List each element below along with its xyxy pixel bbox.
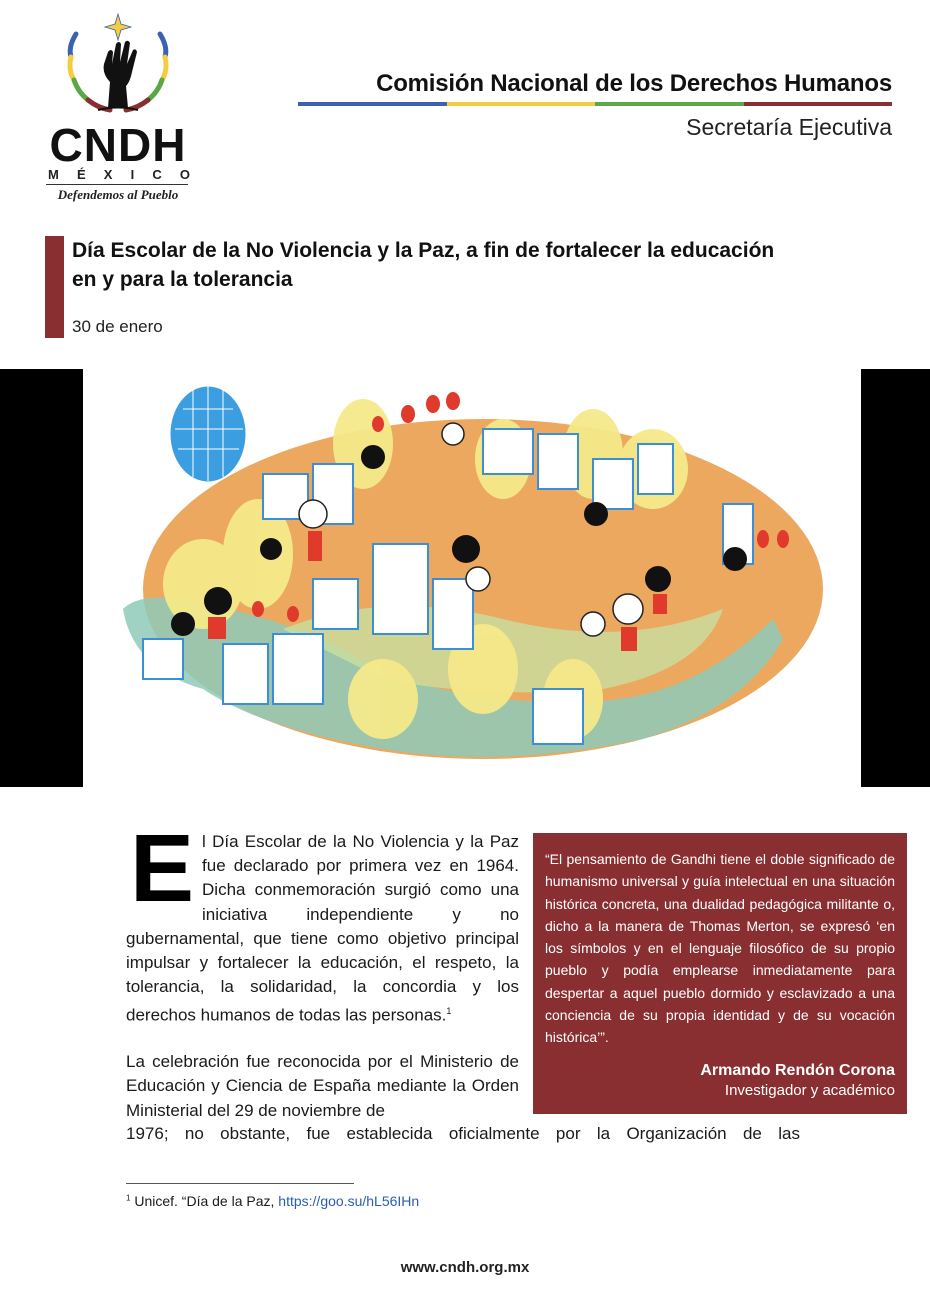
- logo-letter: M: [48, 167, 59, 182]
- logo-acronym: CNDH: [49, 119, 187, 171]
- quote-author-role: Investigador y académico: [724, 1081, 895, 1099]
- letterbox-right: [861, 369, 930, 787]
- paragraph-1: l Día Escolar de la No Violencia y la Paz fue declarado por primera vez en 1964. Dicha conmemoración surgió como una iniciativa independiente y no gubernamental, que tiene como objetivo principal impulsar y fortalecer la educación, el respeto, la tolerancia, la solidaridad, la concordia y los derechos humanos de todas las personas.: [126, 832, 519, 1026]
- drop-cap: E: [130, 815, 195, 922]
- footnote-divider: [126, 1183, 354, 1184]
- footnote: [126, 1193, 419, 1209]
- website-url[interactable]: www.cndh.org.mx: [400, 1259, 530, 1276]
- logo-letter: É: [76, 167, 86, 182]
- page-title: Día Escolar de la No Violencia y la Paz, a fin de fortalecer la educación en y para la tolerancia: [72, 239, 775, 291]
- color-segment-green: [595, 102, 744, 106]
- color-segment-blue: [298, 102, 447, 106]
- footnote-reference[interactable]: 1: [446, 1006, 452, 1017]
- footnote-link[interactable]: https://goo.su/hL56IHn: [278, 1193, 420, 1209]
- quote-text: “El pensamiento de Gandhi tiene el doble significado de humanismo universal y guía intelectual en una situación histórica concreta, una dualidad pedagógica militante o, dicho a la manera de Thomas Merton, se expresó ‘en los símbolos y en el lenguaje filosófico de su propio pueblo y podía emplearse inmediatamente para despertar a aquel pueblo dormido y esclavizado a una conciencia de su propia identidad y de su vocación histórica’”.: [545, 851, 895, 1046]
- logo-tagline: Defendemos al Pueblo: [57, 187, 179, 202]
- logo-country: [48, 167, 190, 182]
- paragraph-2-continued: 1976; no obstante, fue establecida oficialmente por la Organización de las: [126, 1124, 800, 1143]
- footnote-text: Unicef. “Día de la Paz,: [130, 1193, 279, 1209]
- logo-letter: X: [103, 167, 113, 182]
- quote-author: Armando Rendón Corona: [700, 1061, 895, 1079]
- article-illustration: [83, 369, 861, 787]
- organization-title: Comisión Nacional de los Derechos Humanos: [376, 70, 892, 97]
- article-body: [126, 815, 519, 1123]
- letterbox-left: [0, 369, 83, 787]
- logo-letter: O: [179, 167, 190, 182]
- paragraph-2: La celebración fue reconocida por el Ministerio de Educación y Ciencia de España mediante la Orden Ministerial del 29 de noviembre de: [126, 1052, 519, 1120]
- organization-subtitle: Secretaría Ejecutiva: [686, 114, 892, 140]
- logo-letter: I: [130, 167, 135, 182]
- cndh-logo: [38, 12, 198, 207]
- logo-letter: C: [152, 167, 162, 182]
- logo-divider: [46, 184, 188, 185]
- title-accent-bar: [45, 236, 64, 338]
- raised-hand-laurel-star-icon: [38, 12, 198, 122]
- publication-date: 30 de enero: [72, 317, 163, 336]
- pull-quote: [533, 833, 907, 1114]
- color-segment-red: [744, 102, 893, 106]
- color-divider: [298, 102, 892, 106]
- footnote-number: 1: [126, 1193, 131, 1203]
- color-segment-yellow: [447, 102, 596, 106]
- children-city-illustration: [83, 369, 861, 787]
